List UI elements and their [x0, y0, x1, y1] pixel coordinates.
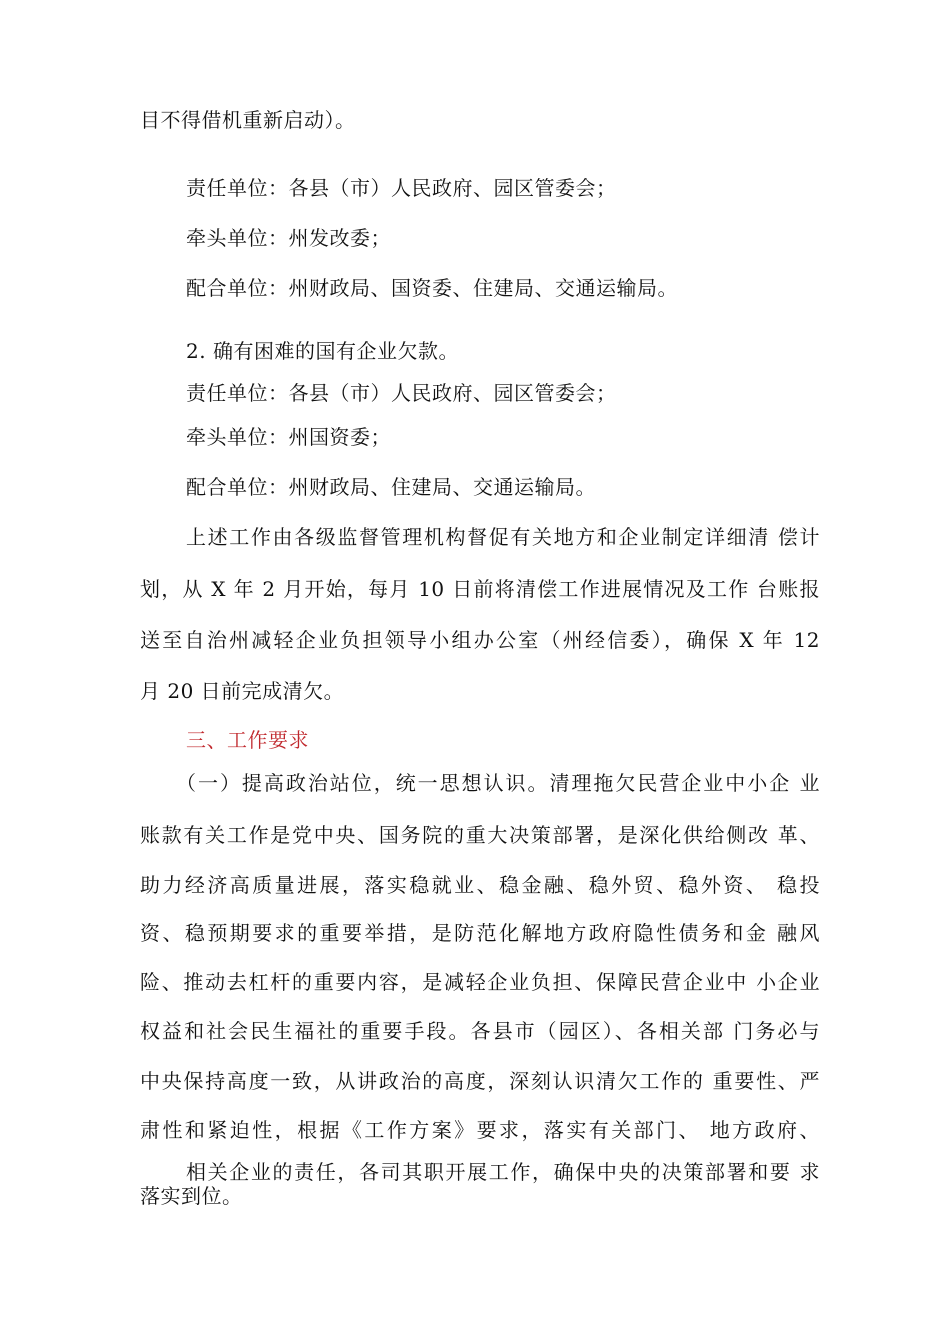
continuation-line: 目不得借机重新启动）。 [140, 108, 356, 132]
summary-line-2: 划，从 X 年 2 月开始，每月 10 日前将清偿工作进展情况及工作 台账报 [140, 577, 820, 601]
final-line-2: 落实到位。 [140, 1184, 243, 1208]
requirement-line-7: 中央保持高度一致，从讲政治的高度，深刻认识清欠工作的 重要性、严 [140, 1069, 820, 1093]
summary-line-1: 上述工作由各级监督管理机构督促有关地方和企业制定详细清 偿计 [186, 525, 820, 549]
item1-cooperate: 配合单位：州财政局、国资委、住建局、交通运输局。 [186, 276, 678, 300]
item2-title: 2. 确有困难的国有企业欠款。 [186, 339, 459, 363]
item1-lead: 牵头单位：州发改委； [186, 226, 391, 250]
item2-lead: 牵头单位：州国资委； [186, 425, 391, 449]
requirement-line-6: 权益和社会民生福社的重要手段。各县市（园区）、各相关部 门务必与 [140, 1019, 820, 1043]
final-line-1: 相关企业的责任，各司其职开展工作，确保中央的决策部署和要 求 [186, 1160, 820, 1184]
requirement-line-8: 肃性和紧迫性，根据《工作方案》要求，落实有关部门、 地方政府、 [140, 1118, 820, 1142]
item2-cooperate: 配合单位：州财政局、住建局、交通运输局。 [186, 475, 596, 499]
requirement-line-5: 险、推动去杠杆的重要内容，是减轻企业负担、保障民营企业中 小企业 [140, 970, 820, 994]
requirement-line-4: 资、稳预期要求的重要举措，是防范化解地方政府隐性债务和金 融风 [140, 921, 820, 945]
item2-responsible: 责任单位：各县（市）人民政府、园区管委会； [186, 381, 617, 405]
section-heading: 三、工作要求 [186, 728, 309, 752]
requirement-line-2: 账款有关工作是党中央、国务院的重大决策部署，是深化供给侧改 革、 [140, 823, 820, 847]
requirement-line-1: （一）提高政治站位，统一思想认识。清理拖欠民营企业中小企 业 [176, 771, 820, 795]
summary-line-4: 月 20 日前完成清欠。 [140, 679, 345, 703]
requirement-line-3: 助力经济高质量进展，落实稳就业、稳金融、稳外贸、稳外资、 稳投 [140, 873, 820, 897]
summary-line-3: 送至自治州减轻企业负担领导小组办公室（州经信委），确保 X 年 12 [140, 628, 820, 652]
item1-responsible: 责任单位：各县（市）人民政府、园区管委会； [186, 176, 617, 200]
